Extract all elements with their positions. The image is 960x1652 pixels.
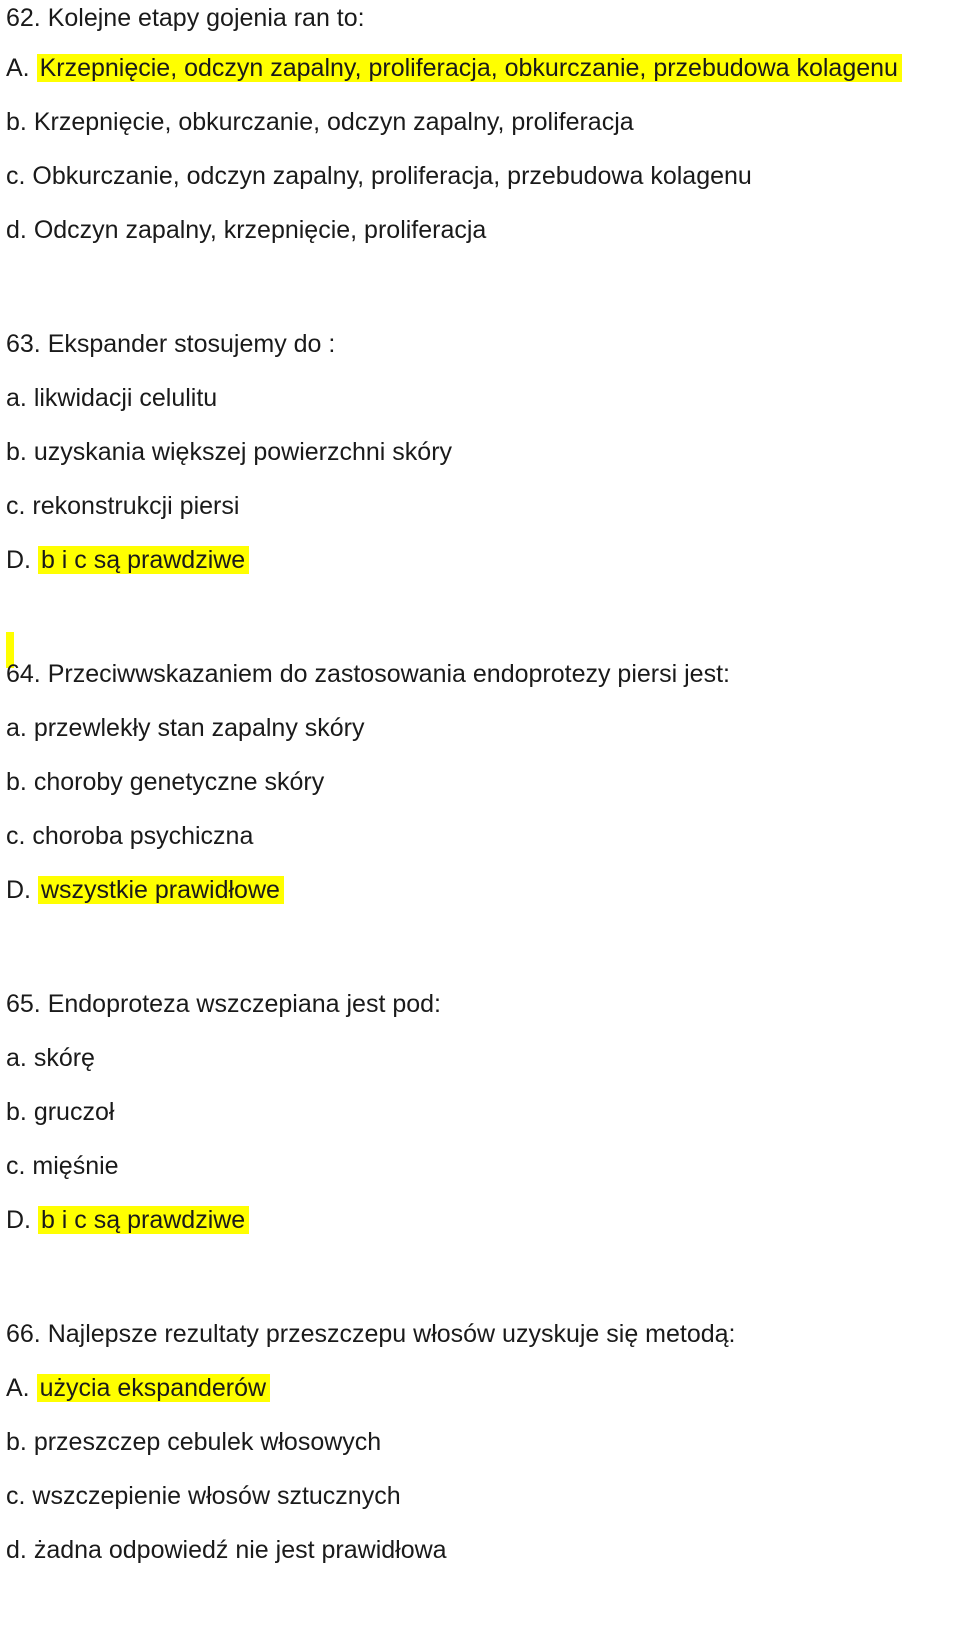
answer-letter: D. [6, 876, 31, 904]
answer-62-d [6, 212, 486, 248]
answer-highlighted-text: Krzepnięcie, odczyn zapalny, proliferacja, obkurczanie, przebudowa kolagenu [37, 54, 902, 82]
answer-text: choroba psychiczna [32, 822, 254, 850]
answer-text: uzyskania większej powierzchni skóry [33, 438, 453, 466]
answer-letter: c. [6, 822, 26, 850]
answer-letter: d. [6, 1536, 27, 1564]
answer-letter: b. [6, 768, 27, 796]
answer-letter: c. [6, 1152, 26, 1180]
answer-letter: b. [6, 108, 27, 136]
answer-letter: c. [6, 1482, 26, 1510]
answer-65-b [6, 1094, 114, 1130]
answer-64-d [6, 872, 284, 908]
answer-text: mięśnie [32, 1152, 119, 1180]
answer-letter: b. [6, 1098, 27, 1126]
answer-letter: A. [6, 54, 30, 82]
answer-65-d [6, 1202, 249, 1238]
answer-text: Obkurczanie, odczyn zapalny, proliferacja, przebudowa kolagenu [32, 162, 752, 190]
answer-66-b [6, 1424, 381, 1460]
question-64: 64. Przeciwwskazaniem do zastosowania endoprotezy piersi jest: [6, 660, 730, 688]
answer-highlighted-text: wszystkie prawidłowe [38, 876, 284, 904]
answer-text: wszczepienie włosów sztucznych [32, 1482, 401, 1510]
answer-63-d [6, 542, 249, 578]
answer-62-c [6, 158, 752, 194]
answer-letter: c. [6, 492, 26, 520]
answer-highlighted-text: b i c są prawdziwe [38, 546, 249, 574]
answer-63-a [6, 380, 217, 416]
answer-letter: b. [6, 1428, 27, 1456]
answer-text: żadna odpowiedź nie jest prawidłowa [33, 1536, 447, 1564]
answer-letter: d. [6, 216, 27, 244]
answer-text: rekonstrukcji piersi [32, 492, 240, 520]
answer-65-c [6, 1148, 119, 1184]
answer-64-a [6, 710, 365, 746]
answer-letter: a. [6, 384, 27, 412]
answer-65-a [6, 1040, 95, 1076]
answer-66-a [6, 1370, 270, 1406]
answer-letter: D. [6, 546, 31, 574]
answer-text: choroby genetyczne skóry [33, 768, 325, 796]
answer-62-b [6, 104, 634, 140]
answer-66-c [6, 1478, 401, 1514]
question-62: 62. Kolejne etapy gojenia ran to: [6, 4, 365, 32]
answer-text: przewlekły stan zapalny skóry [33, 714, 365, 742]
answer-62-a [6, 50, 902, 86]
answer-text: likwidacji celulitu [33, 384, 218, 412]
answer-64-b [6, 764, 324, 800]
answer-text: skórę [33, 1044, 95, 1072]
answer-text: Odczyn zapalny, krzepnięcie, proliferacja [33, 216, 487, 244]
answer-highlighted-text: b i c są prawdziwe [38, 1206, 249, 1234]
answer-63-b [6, 434, 452, 470]
answer-letter: D. [6, 1206, 31, 1234]
answer-text: gruczoł [33, 1098, 115, 1126]
answer-64-c [6, 818, 253, 854]
answer-66-d [6, 1532, 447, 1568]
answer-highlighted-text: użycia ekspanderów [37, 1374, 271, 1402]
question-66: 66. Najlepsze rezultaty przeszczepu włosów uzyskuje się metodą: [6, 1320, 736, 1348]
question-63: 63. Ekspander stosujemy do : [6, 330, 336, 358]
question-65: 65. Endoproteza wszczepiana jest pod: [6, 990, 441, 1018]
answer-text: przeszczep cebulek włosowych [33, 1428, 382, 1456]
answer-63-c [6, 488, 239, 524]
answer-letter: a. [6, 1044, 27, 1072]
answer-letter: b. [6, 438, 27, 466]
answer-letter: c. [6, 162, 26, 190]
answer-letter: a. [6, 714, 27, 742]
answer-letter: A. [6, 1374, 30, 1402]
answer-text: Krzepnięcie, obkurczanie, odczyn zapalny, proliferacja [33, 108, 634, 136]
